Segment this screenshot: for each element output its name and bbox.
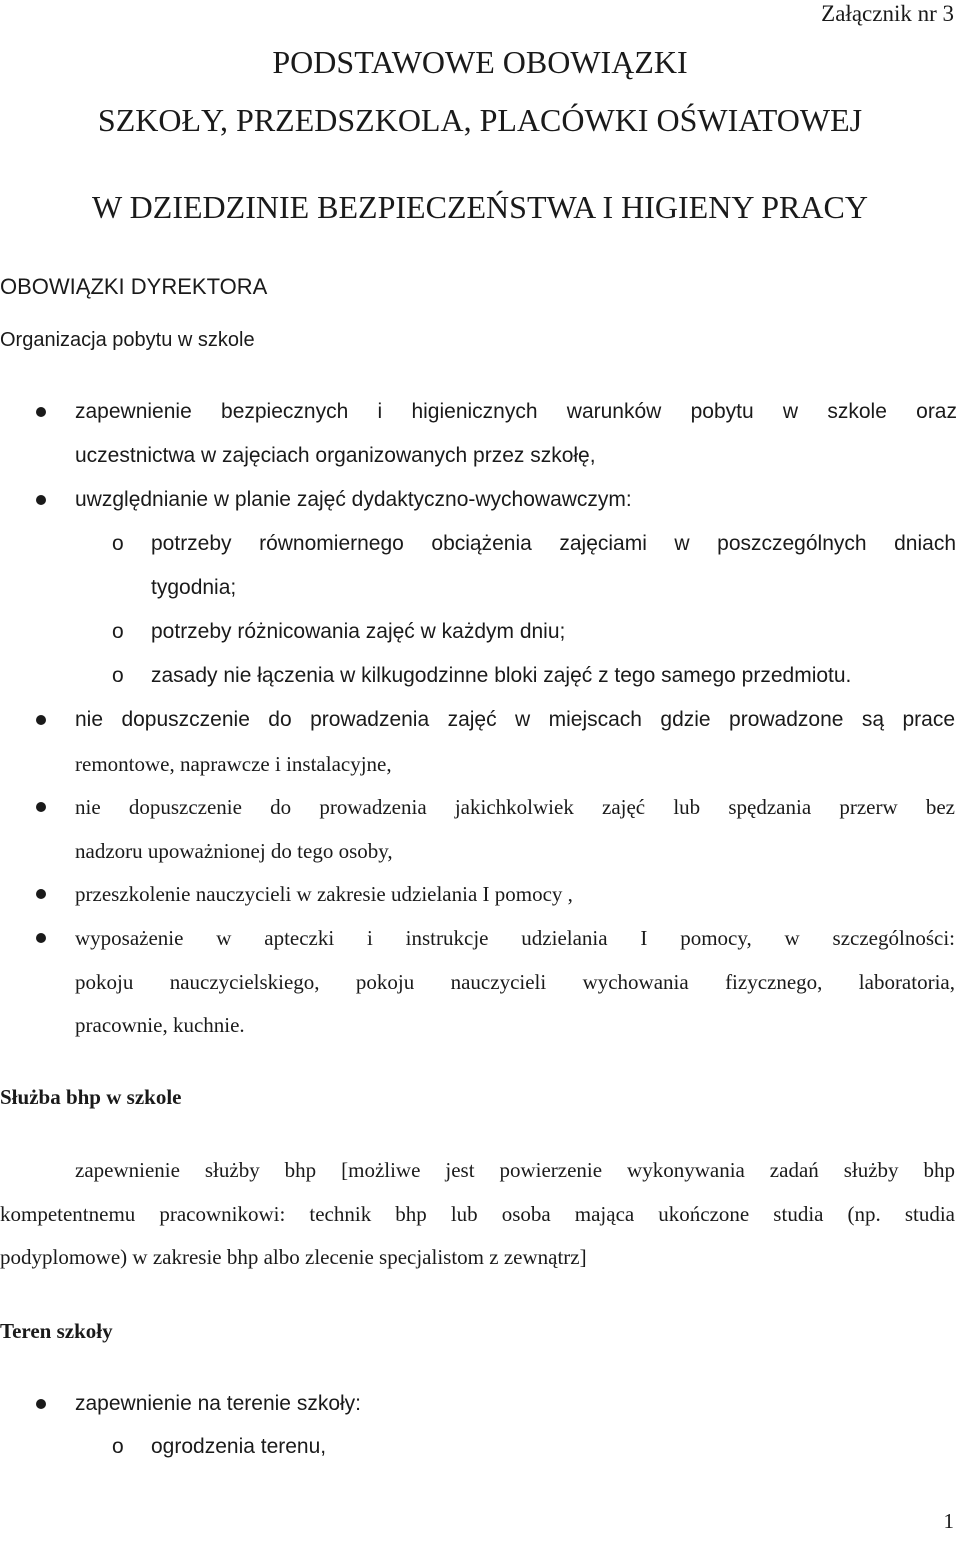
circle-bullet-icon: o xyxy=(112,1435,124,1458)
item2-line1: uwzględnianie w planie zajęć dydaktyczno-wychowawczym: xyxy=(75,488,632,511)
grounds-item1: zapewnienie na terenie szkoły: xyxy=(75,1392,362,1415)
bhp-paragraph-line2: kompetentnemu pracownikowi: technik bhp lub osoba mająca ukończone studia (np. studia xyxy=(0,1202,955,1226)
section-heading-bhp-service: Służba bhp w szkole xyxy=(0,1085,182,1109)
item2-sub2: potrzeby różnicowania zajęć w każdym dniu; xyxy=(151,620,566,643)
bullet-icon xyxy=(36,495,46,505)
bhp-paragraph-line1: zapewnienie służby bhp [możliwe jest powierzenie wykonywania zadań służby bhp xyxy=(75,1158,955,1182)
bullet-icon xyxy=(36,802,46,812)
item2-sub1-line2: tygodnia; xyxy=(151,576,237,599)
bhp-paragraph-line3: podyplomowe) w zakresie bhp albo zlecenie specjalistom z zewnątrz] xyxy=(0,1245,587,1269)
item1-line1: zapewnienie bezpiecznych i higienicznych warunków pobytu w szkole oraz xyxy=(75,400,957,423)
bullet-icon xyxy=(36,1399,46,1409)
section-heading-director-duties: OBOWIĄZKI DYREKTORA xyxy=(0,274,268,299)
item2-sub3: zasady nie łączenia w kilkugodzinne bloki zajęć z tego samego przedmiotu. xyxy=(151,664,852,687)
circle-bullet-icon: o xyxy=(112,620,124,643)
title-line-3: W DZIEDZINIE BEZPIECZEŃSTWA I HIGIENY PRACY xyxy=(92,189,868,225)
bullet-icon xyxy=(36,407,46,417)
grounds-sub1: ogrodzenia terenu, xyxy=(151,1435,327,1458)
title-line-1: PODSTAWOWE OBOWIĄZKI xyxy=(272,44,688,80)
item6-line1: wyposażenie w apteczki i instrukcje udzielania I pomocy, w szczególności: xyxy=(75,926,955,950)
item3-line2: remontowe, naprawcze i instalacyjne, xyxy=(75,752,392,776)
item2-sub1-line1: potrzeby równomiernego obciążenia zajęciami w poszczególnych dniach xyxy=(151,532,956,555)
annex-label: Załącznik nr 3 xyxy=(821,1,954,26)
circle-bullet-icon: o xyxy=(112,532,124,555)
title-line-2: SZKOŁY, PRZEDSZKOLA, PLACÓWKI OŚWIATOWEJ xyxy=(97,102,863,138)
item5-line1: przeszkolenie nauczycieli w zakresie udzielania I pomocy , xyxy=(75,882,573,906)
bullet-icon xyxy=(36,889,46,899)
page-number: 1 xyxy=(943,1509,954,1533)
section-subheading-organization: Organizacja pobytu w szkole xyxy=(0,329,255,351)
item4-line1: nie dopuszczenie do prowadzenia jakichkolwiek zajęć lub spędzania przerw bez xyxy=(75,795,955,819)
item6-line2: pokoju nauczycielskiego, pokoju nauczycieli wychowania fizycznego, laboratoria, xyxy=(75,970,955,994)
item1-line2: uczestnictwa w zajęciach organizowanych przez szkołę, xyxy=(75,444,596,467)
item6-line3: pracownie, kuchnie. xyxy=(75,1013,245,1037)
bullet-icon xyxy=(36,715,46,725)
bullet-icon xyxy=(36,933,46,943)
item4-line2: nadzoru upoważnionej do tego osoby, xyxy=(75,839,393,863)
circle-bullet-icon: o xyxy=(112,664,124,687)
section-heading-school-grounds: Teren szkoły xyxy=(0,1319,113,1343)
item3-line1: nie dopuszczenie do prowadzenia zajęć w miejscach gdzie prowadzone są prace xyxy=(75,708,955,731)
